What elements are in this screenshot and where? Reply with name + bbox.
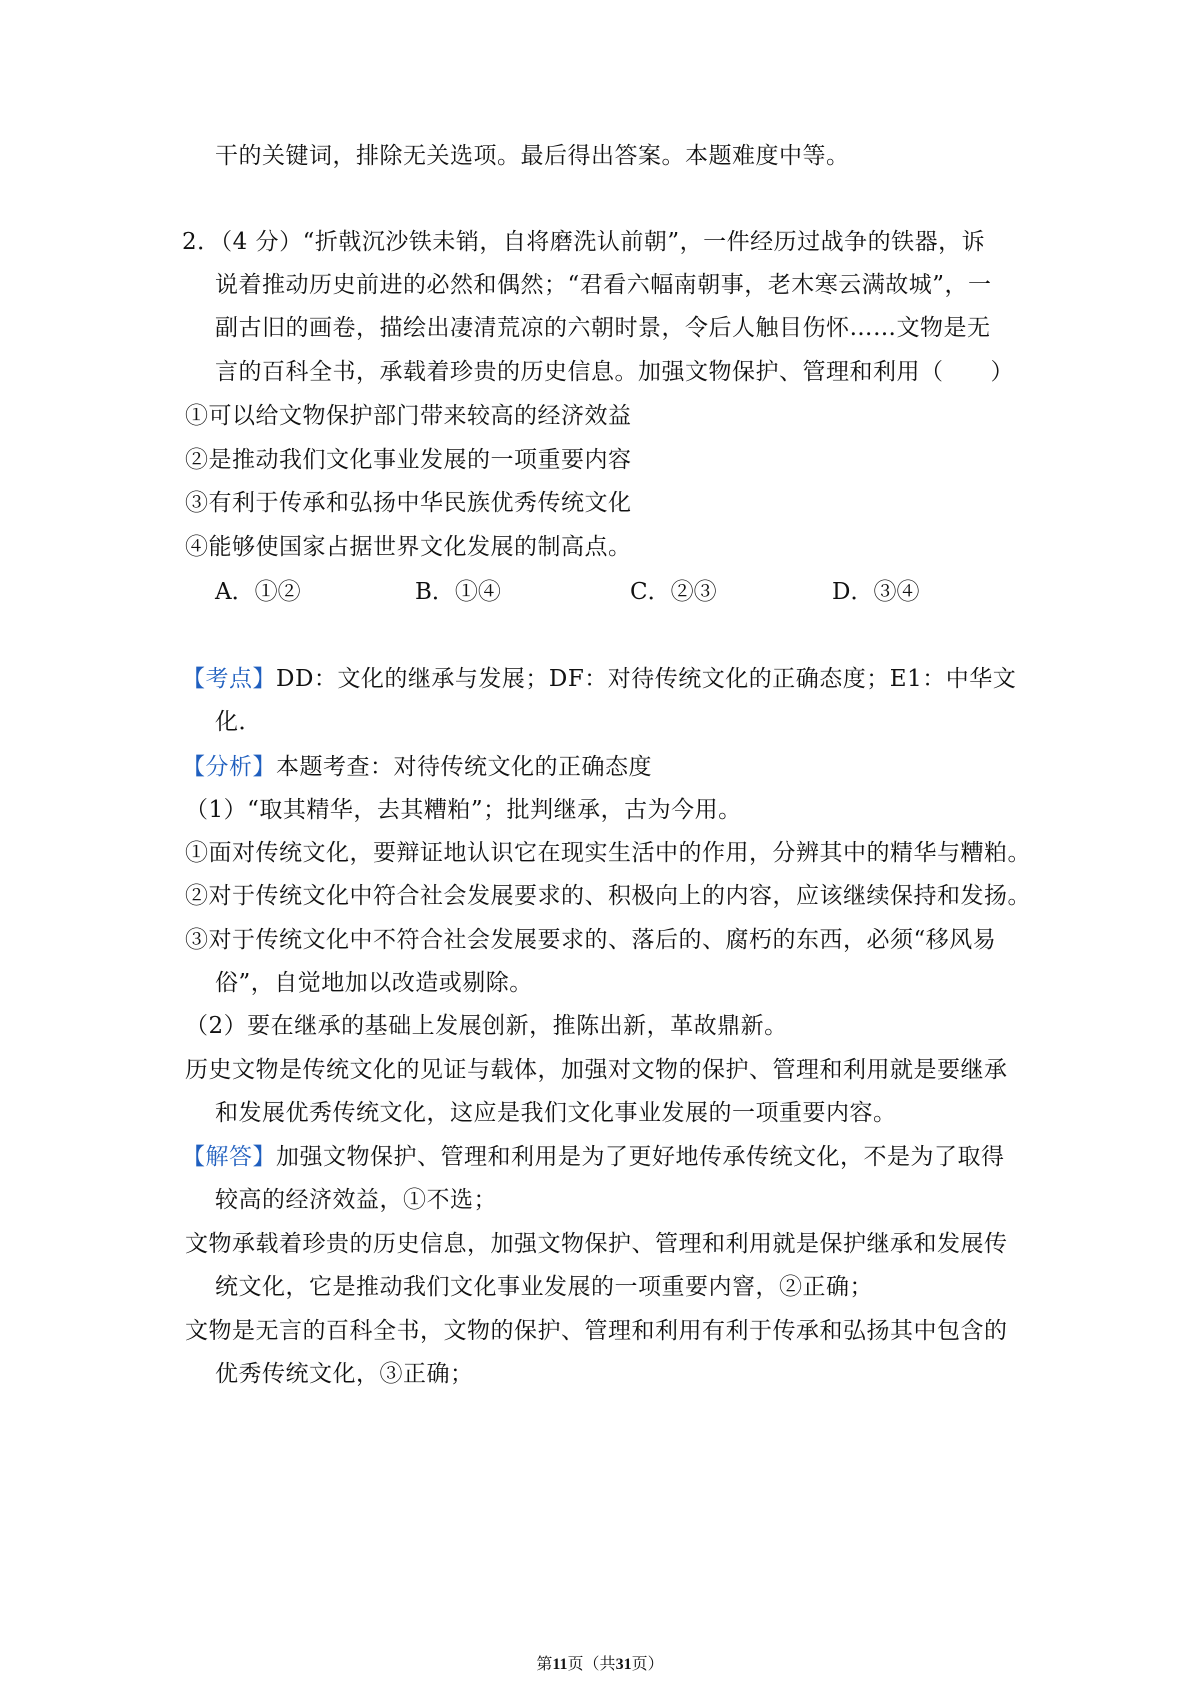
fenxi-line-9: 和发展优秀传统文化，这应是我们文化事业发展的一项重要内容。 <box>215 1100 897 1126</box>
statement-3: ③有利于传承和弘扬中华民族优秀传统文化 <box>185 490 632 516</box>
jieda-line-5: 文物是无言的百科全书，文物的保护、管理和利用有利于传承和弘扬其中包含的 <box>185 1318 1008 1344</box>
footer-total-pages: 31 <box>615 1656 632 1673</box>
fenxi-line-4: ②对于传统文化中符合社会发展要求的、积极向上的内容，应该继续保持和发扬。 <box>185 883 1031 909</box>
question-stem-line-3: 副古旧的画卷，描绘出凄清荒凉的六朝时景，令后人触目伤怀……文物是无 <box>215 315 991 341</box>
fenxi-line-2: （1）“取其精华，去其糟粕”；批判继承，古为今用。 <box>185 797 742 823</box>
analysis-tail: 干的关键词，排除无关选项。最后得出答案。本题难度中等。 <box>215 143 850 169</box>
kaodian-text: DD：文化的继承与发展；DF：对待传统文化的正确态度；E1：中华文 <box>276 666 1017 692</box>
question-stem-line-4: 言的百科全书，承载着珍贵的历史信息。加强文物保护、管理和利用（ ） <box>215 359 1014 385</box>
statement-1: ①可以给文物保护部门带来较高的经济效益 <box>185 403 632 429</box>
jieda-tag: 【解答】 <box>182 1144 276 1170</box>
kaodian-line-1 <box>182 663 1016 695</box>
jieda-line-6: 优秀传统文化，③正确； <box>215 1361 474 1387</box>
jieda-first-text: 加强文物保护、管理和利用是为了更好地传承传统文化，不是为了取得 <box>276 1144 1005 1170</box>
footer-mid: 页（共 <box>567 1654 616 1673</box>
fenxi-line-5: ③对于传统文化中不符合社会发展要求的、落后的、腐朽的东西，必须“移风易 <box>185 927 997 953</box>
fenxi-first-text: 本题考查：对待传统文化的正确态度 <box>276 754 652 780</box>
option-d: D．③④ <box>832 579 920 605</box>
jieda-line-4: 统文化，它是推动我们文化事业发展的一项重要内窨，②正确； <box>215 1274 873 1300</box>
footer-suffix: 页） <box>631 1654 664 1673</box>
option-b: B．①④ <box>415 579 501 605</box>
fenxi-line-3: ①面对传统文化，要辩证地认识它在现实生活中的作用，分辨其中的精华与糟粕。 <box>185 840 1031 866</box>
statement-2: ②是推动我们文化事业发展的一项重要内容 <box>185 447 632 473</box>
fenxi-line-6: 俗”，自觉地加以改造或剔除。 <box>215 970 533 996</box>
option-c: C．②③ <box>630 579 717 605</box>
option-a: A．①② <box>215 579 301 605</box>
fenxi-line-7: （2）要在继承的基础上发展创新，推陈出新，革故鼎新。 <box>185 1013 788 1039</box>
footer-page-number: 11 <box>552 1656 568 1673</box>
question-stem-line-1: 2．（4 分）“折戟沉沙铁未销，自将磨洗认前朝”，一件经历过战争的铁器，诉 <box>182 229 986 255</box>
page-footer <box>0 1653 1200 1676</box>
fenxi-line-1 <box>182 751 652 783</box>
jieda-line-1 <box>182 1141 1005 1173</box>
fenxi-tag: 【分析】 <box>182 754 276 780</box>
jieda-line-3: 文物承载着珍贵的历史信息，加强文物保护、管理和利用就是保护继承和发展传 <box>185 1231 1008 1257</box>
kaodian-tag: 【考点】 <box>182 666 276 692</box>
jieda-line-2: 较高的经济效益，①不选； <box>215 1187 497 1213</box>
fenxi-line-8: 历史文物是传统文化的见证与载体，加强对文物的保护、管理和利用就是要继承 <box>185 1057 1008 1083</box>
statement-4: ④能够使国家占据世界文化发展的制高点。 <box>185 534 632 560</box>
kaodian-line-2: 化． <box>215 709 262 735</box>
footer-prefix: 第 <box>536 1654 553 1673</box>
question-stem-line-2: 说着推动历史前进的必然和偶然；“君看六幅南朝事，老木寒云满故城”，一 <box>215 272 992 298</box>
